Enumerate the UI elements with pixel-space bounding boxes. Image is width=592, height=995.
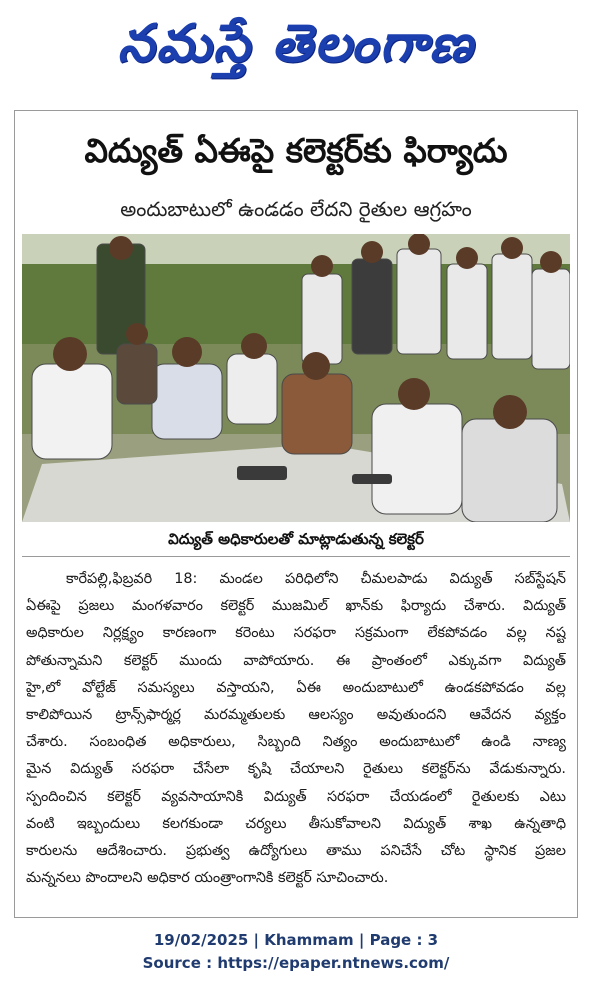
article-subheadline: అందుబాటులో ఉండడం లేదని రైతుల ఆగ్రహం	[120, 197, 472, 221]
body-line: కారేపల్లి,ఫిబ్రవరి 18: మండల పరిధిలోని చీమలపాడు విద్యుత్ సబ్‌స్టేషన్	[66, 571, 566, 587]
masthead-logo: నమస్తే తెలంగాణ	[117, 14, 475, 74]
caption-divider	[22, 556, 570, 557]
body-line: చేశారు. సంబంధిత అధికారులు, సిబ్బంది నిత్యం అందుబాటులో ఉండి నాణ్య	[26, 734, 566, 751]
body-line: వంటి ఇబ్బందులు కలగకుండా చర్యలు తీసుకోవాలని విద్యుత్ శాఖ ఉన్నతాధి	[26, 815, 566, 832]
page-footer	[0, 929, 592, 975]
body-line: హై,లో వోల్టేజ్ సమస్యలు వస్తాయని, ఏఈ అందుబాటులో ఉండకపోవడం వల్ల	[26, 679, 566, 696]
body-line: స్పందించిన కలెక్టర్ వ్యవసాయానికి విద్యుత్ సరఫరా చేయడంలో రైతులకు ఎటు	[26, 788, 566, 805]
footer-info: 19/02/2025 | Khammam | Page : 3	[153, 931, 439, 949]
body-line: ఏఈపై ప్రజలు మంగళవారం కలెక్టర్ ముజమిల్ ఖాన్‌కు ఫిర్యాదు చేశారు. విద్యుత్	[26, 598, 566, 615]
body-line: కాలిపోయిన ట్రాన్స్‌ఫార్మర్ల మరమ్మతులకు ఆలస్యం అవుతుందని ఆవేదన వ్యక్తం	[26, 707, 566, 724]
body-line: కారులను ఆదేశించారు. ప్రభుత్వ ఉద్యోగులు తాము పనిచేసే చోట స్థానిక ప్రజల	[26, 843, 566, 860]
body-line: పోతున్నామని కలెక్టర్ ముందు వాపోయారు. ఈ ప్రాంతంలో ఎక్కువగా విద్యుత్	[26, 652, 566, 669]
body-line: మైన విద్యుత్ సరఫరా చేసేలా కృషి చేయాలని రైతులు కలెక్టర్‌ను వేడుకున్నారు.	[26, 761, 566, 778]
body-line: అధికారుల నిర్లక్ష్యం కారణంగా కరెంటు సరఫరా సక్రమంగా లేకపోవడం వల్ల నష్ట	[26, 625, 566, 642]
footer-source-link[interactable]: Source : https://epaper.ntnews.com/	[142, 954, 450, 972]
body-line: మన్ననలు పొందాలని అధికార యంత్రాంగానికి కలెక్టర్ సూచించారు.	[26, 870, 389, 887]
article-headline: విద్యుత్ ఏఈపై కలెక్టర్‌కు ఫిర్యాదు	[84, 131, 508, 170]
article-photo	[22, 234, 570, 522]
photo-caption: విద్యుత్ అధికారులతో మాట్లాడుతున్న కలెక్టర్	[168, 530, 424, 548]
article-body	[26, 566, 566, 912]
